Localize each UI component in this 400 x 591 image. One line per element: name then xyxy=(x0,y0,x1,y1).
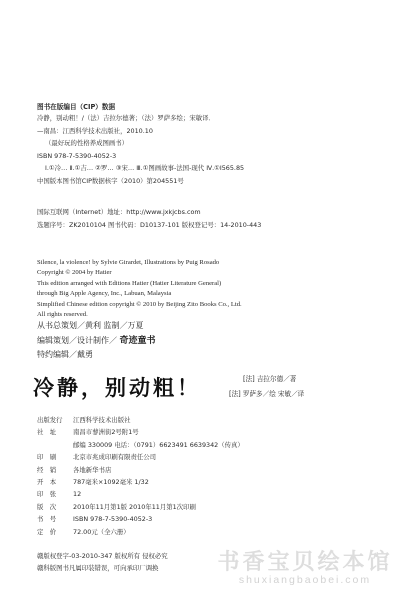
pub-value: ISBN 978-7-5390-4052-3 xyxy=(73,515,153,524)
cip-line: 中国版本图书馆CIP数据核字（2010）第204551号 xyxy=(37,176,184,185)
footer-line: 赣版权登字-03-2010-347 版权所有 侵权必究 xyxy=(37,552,168,560)
brand-name: 奇迹童书 xyxy=(119,335,156,346)
pub-row xyxy=(37,426,244,438)
book-title: 冷静，别动粗！ xyxy=(33,375,201,400)
editor-line: 从书总策划／黄利 监制／万夏 xyxy=(37,321,144,330)
editor-line: 特约编辑／戴勇 xyxy=(37,350,93,359)
pub-row xyxy=(37,488,244,500)
cip-line: （最好玩的性格养成图画书） xyxy=(45,139,129,147)
watermark-url: shuxiangbaobei.com xyxy=(238,574,372,586)
pub-label: 社 址 xyxy=(37,428,57,437)
english-line: Copyright © 2004 by Hatier xyxy=(37,269,112,277)
pub-value: 江西科学技术出版社 xyxy=(73,416,131,424)
author-credits xyxy=(229,372,304,402)
pub-label: 印 张 xyxy=(37,490,57,499)
pub-label: 版 次 xyxy=(37,502,57,511)
english-copyright-block xyxy=(37,258,242,320)
pub-label: 出版发行 xyxy=(37,416,63,424)
pub-row xyxy=(37,476,244,488)
pub-value: 各地新华书店 xyxy=(73,465,112,474)
english-line: through Big Apple Agency, Inc., Labuan, Malaysia xyxy=(37,290,172,298)
footer-line: 赣科版图书凡属印装错误，可向承印厂调换 xyxy=(37,564,159,572)
copyright-footer xyxy=(37,550,168,574)
pub-row xyxy=(37,501,244,513)
pub-row xyxy=(37,414,244,426)
watermark xyxy=(210,552,400,588)
codes-line: 选题序号：ZK2010104 图书代码：D10137-101 版权登记号：14-2010-443 xyxy=(37,220,262,229)
pub-label: 定 价 xyxy=(37,527,57,536)
pub-row xyxy=(37,451,244,463)
editor-line-prefix: 编辑策划／设计制作／ xyxy=(37,335,117,345)
cip-line: Ⅰ.①冷… Ⅱ.①吉… ②罗… ③宋… Ⅲ.①图画故事-法国-现代 Ⅳ.①I565.85 xyxy=(45,164,245,172)
pub-value: 72.00元（全六册） xyxy=(73,527,130,536)
english-line: All rights reserved. xyxy=(37,311,88,319)
watermark-text: 书香宝贝绘本馆 xyxy=(217,550,393,575)
pub-value: 12 xyxy=(73,490,82,499)
author-line: [法] 吉拉尔德／著 xyxy=(243,375,297,383)
pub-value: 邮编 330009 电话：（0791）6623491 6639342（传真） xyxy=(73,440,244,449)
pub-value: 787毫米×1092毫米 1/32 xyxy=(73,478,149,487)
pub-label xyxy=(37,439,73,451)
cip-line: ISBN 978-7-5390-4052-3 xyxy=(37,151,117,160)
english-line: This edition arranged with Editions Hatier (Hatier Literature General) xyxy=(37,279,222,287)
pub-label: 印 刷 xyxy=(37,453,57,462)
pub-row xyxy=(37,439,244,451)
editor-line xyxy=(37,334,156,349)
pub-row xyxy=(37,526,244,538)
cip-line: —南昌：江西科学技术出版社，2010.10 xyxy=(37,126,153,135)
cip-line: 冷静，别动粗！/（法）吉拉尔德著；（法）罗萨多绘；宋敏译． xyxy=(37,114,215,122)
pub-row xyxy=(37,513,244,525)
publication-info xyxy=(37,414,244,538)
internet-address: 国际互联网（Internet）地址：http://www.jxkjcbs.com xyxy=(37,208,201,216)
pub-row xyxy=(37,464,244,476)
illustrator-translator-line: [法] 罗萨多／绘 宋敏／译 xyxy=(229,390,305,398)
pub-label: 经 销 xyxy=(37,465,57,474)
pub-value: 南昌市蓼洲街2号附1号 xyxy=(73,428,139,437)
pub-value: 北京市兆成印刷有限责任公司 xyxy=(73,453,157,462)
editorial-credits xyxy=(37,319,156,363)
cip-block xyxy=(37,112,261,231)
english-line: Silence, la violence! by Sylvie Girardet, Illustrations by Puig Rosado xyxy=(37,259,220,266)
english-line: Simplified Chinese edition copyright © 2010 by Beijing Zito Books Co., Ltd. xyxy=(37,300,242,308)
pub-label: 书 号 xyxy=(37,515,57,524)
cip-heading: 图书在版编目（CIP）数据 xyxy=(37,103,116,111)
pub-value: 2010年11月第1版 2010年11月第1次印刷 xyxy=(73,502,196,511)
pub-label: 开 本 xyxy=(37,478,57,487)
